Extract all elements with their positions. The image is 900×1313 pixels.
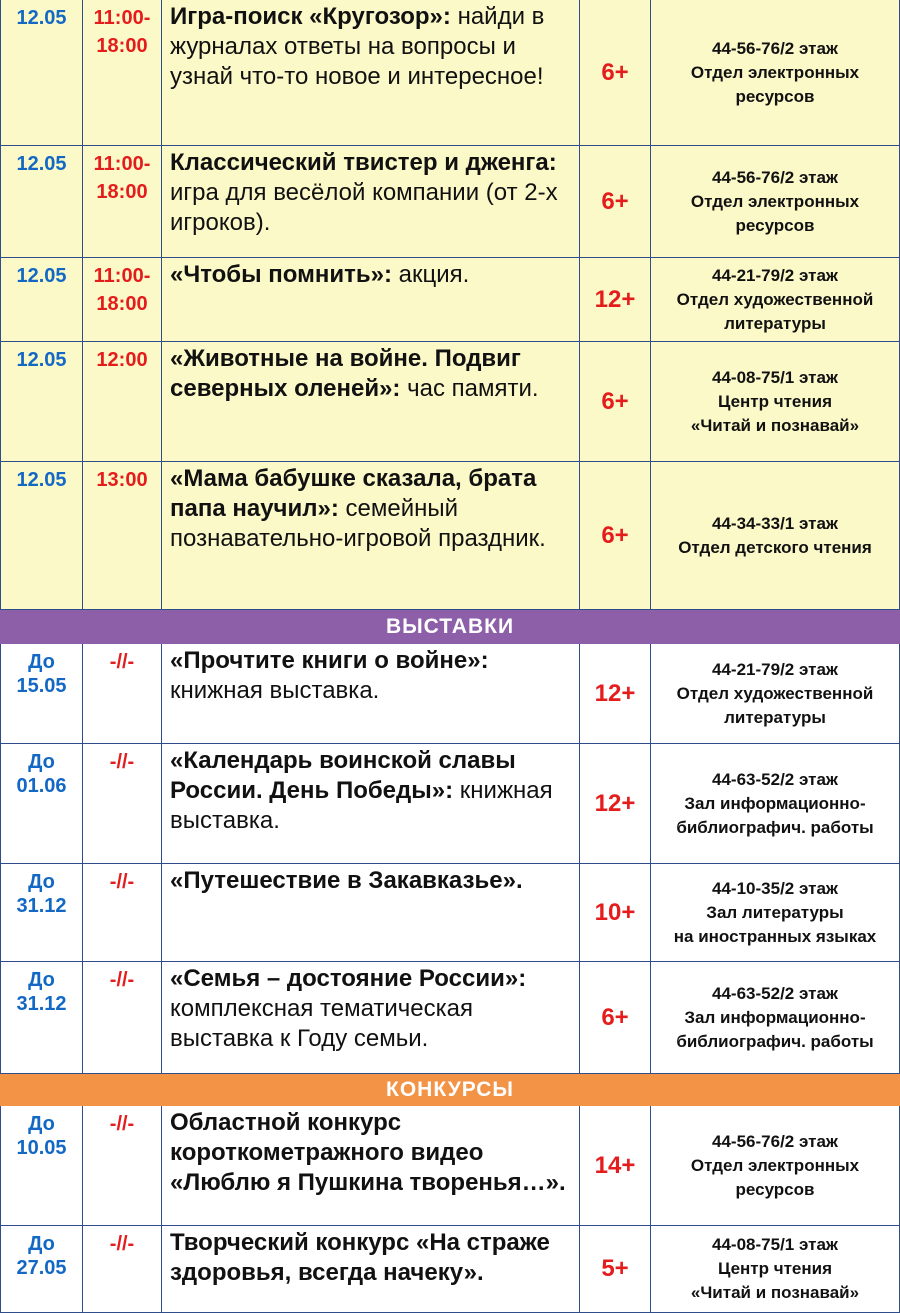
event-title: Игра-поиск «Кругозор»: bbox=[170, 3, 451, 30]
contest-date: До 27.05 bbox=[0, 1226, 82, 1313]
table-row bbox=[0, 1226, 900, 1313]
event-title: Классический твистер и дженга: bbox=[170, 149, 557, 176]
event-location: 44-21-79/2 этаж Отдел художественной литературы bbox=[650, 258, 900, 342]
event-date: 12.05 bbox=[0, 0, 82, 146]
age-rating: 6+ bbox=[579, 0, 650, 146]
event-detail: игра для весёлой компании (от 2-х игроков). bbox=[170, 179, 558, 236]
event-detail: акция. bbox=[398, 261, 470, 288]
exhibition-title: «Прочтите книги о войне»: bbox=[170, 647, 489, 674]
event-title: «Мама бабушке сказала, брата папа научил»: bbox=[170, 465, 537, 522]
contest-location: 44-56-76/2 этаж Отдел электронных ресурсов bbox=[650, 1106, 900, 1226]
exhibition-location: 44-63-52/2 этаж Зал информационно- библиографич. работы bbox=[650, 744, 900, 864]
table-row bbox=[0, 258, 900, 342]
event-description bbox=[161, 258, 579, 342]
event-description bbox=[161, 462, 579, 610]
exhibition-description bbox=[161, 744, 579, 864]
age-rating: 6+ bbox=[579, 462, 650, 610]
age-rating: 12+ bbox=[579, 644, 650, 744]
event-location: 44-56-76/2 этаж Отдел электронных ресурсов bbox=[650, 0, 900, 146]
table-row bbox=[0, 744, 900, 864]
event-title: «Животные на войне. Подвиг северных оленей»: bbox=[170, 345, 521, 402]
exhibition-date: До 01.06 bbox=[0, 744, 82, 864]
exhibition-date: До 31.12 bbox=[0, 962, 82, 1074]
event-description bbox=[161, 146, 579, 258]
table-row bbox=[0, 342, 900, 462]
table-row bbox=[0, 462, 900, 610]
section-header-exhibitions: ВЫСТАВКИ bbox=[0, 610, 900, 644]
event-date: 12.05 bbox=[0, 146, 82, 258]
event-time: 11:00- 18:00 bbox=[82, 258, 161, 342]
exhibition-location: 44-21-79/2 этаж Отдел художественной литературы bbox=[650, 644, 900, 744]
event-time: 13:00 bbox=[82, 462, 161, 610]
event-detail: час памяти. bbox=[407, 375, 539, 402]
event-description bbox=[161, 342, 579, 462]
table-row bbox=[0, 0, 900, 146]
event-location: 44-56-76/2 этаж Отдел электронных ресурсов bbox=[650, 146, 900, 258]
contest-description bbox=[161, 1226, 579, 1313]
table-row bbox=[0, 1106, 900, 1226]
exhibition-detail: книжная выставка. bbox=[170, 777, 553, 834]
exhibition-location: 44-63-52/2 этаж Зал информационно- библиографич. работы bbox=[650, 962, 900, 1074]
exhibition-time: -//- bbox=[82, 962, 161, 1074]
age-rating: 12+ bbox=[579, 258, 650, 342]
event-time: 12:00 bbox=[82, 342, 161, 462]
exhibition-title: «Календарь воинской славы России. День Победы»: bbox=[170, 747, 516, 804]
exhibition-detail: комплексная тематическая выставка к Году семьи. bbox=[170, 995, 474, 1052]
exhibition-date: До 15.05 bbox=[0, 644, 82, 744]
age-rating: 6+ bbox=[579, 146, 650, 258]
exhibition-description bbox=[161, 864, 579, 962]
exhibition-location: 44-10-35/2 этаж Зал литературы на иностранных языках bbox=[650, 864, 900, 962]
contest-title: Областной конкурс короткометражного видео «Люблю я Пушкина творенья…». bbox=[170, 1109, 566, 1196]
exhibition-date: До 31.12 bbox=[0, 864, 82, 962]
age-rating: 6+ bbox=[579, 962, 650, 1074]
contest-location: 44-08-75/1 этаж Центр чтения «Читай и познавай» bbox=[650, 1226, 900, 1313]
event-time: 11:00- 18:00 bbox=[82, 0, 161, 146]
event-date: 12.05 bbox=[0, 258, 82, 342]
age-rating: 5+ bbox=[579, 1226, 650, 1313]
table-row bbox=[0, 864, 900, 962]
exhibition-title: «Семья – достояние России»: bbox=[170, 965, 527, 992]
section-header-contests: КОНКУРСЫ bbox=[0, 1074, 900, 1106]
table-row bbox=[0, 644, 900, 744]
contest-title: Творческий конкурс «На страже здоровья, всегда начеку». bbox=[170, 1229, 550, 1286]
event-date: 12.05 bbox=[0, 342, 82, 462]
exhibition-description bbox=[161, 962, 579, 1074]
contest-description bbox=[161, 1106, 579, 1226]
age-rating: 10+ bbox=[579, 864, 650, 962]
table-row bbox=[0, 962, 900, 1074]
event-location: 44-08-75/1 этаж Центр чтения «Читай и познавай» bbox=[650, 342, 900, 462]
event-detail: найди в журналах ответы на вопросы и узнай что-то новое и интересное! bbox=[170, 3, 545, 90]
contest-date: До 10.05 bbox=[0, 1106, 82, 1226]
age-rating: 6+ bbox=[579, 342, 650, 462]
exhibition-time: -//- bbox=[82, 744, 161, 864]
age-rating: 12+ bbox=[579, 744, 650, 864]
event-location: 44-34-33/1 этаж Отдел детского чтения bbox=[650, 462, 900, 610]
event-description bbox=[161, 0, 579, 146]
event-title: «Чтобы помнить»: bbox=[170, 261, 392, 288]
exhibition-title: «Путешествие в Закавказье». bbox=[170, 867, 523, 894]
table-row bbox=[0, 146, 900, 258]
event-date: 12.05 bbox=[0, 462, 82, 610]
contest-time: -//- bbox=[82, 1226, 161, 1313]
age-rating: 14+ bbox=[579, 1106, 650, 1226]
event-time: 11:00- 18:00 bbox=[82, 146, 161, 258]
exhibition-description bbox=[161, 644, 579, 744]
event-detail: семейный познавательно-игровой праздник. bbox=[170, 495, 546, 552]
exhibition-time: -//- bbox=[82, 864, 161, 962]
contest-time: -//- bbox=[82, 1106, 161, 1226]
exhibition-detail: книжная выставка. bbox=[170, 677, 380, 704]
exhibition-time: -//- bbox=[82, 644, 161, 744]
